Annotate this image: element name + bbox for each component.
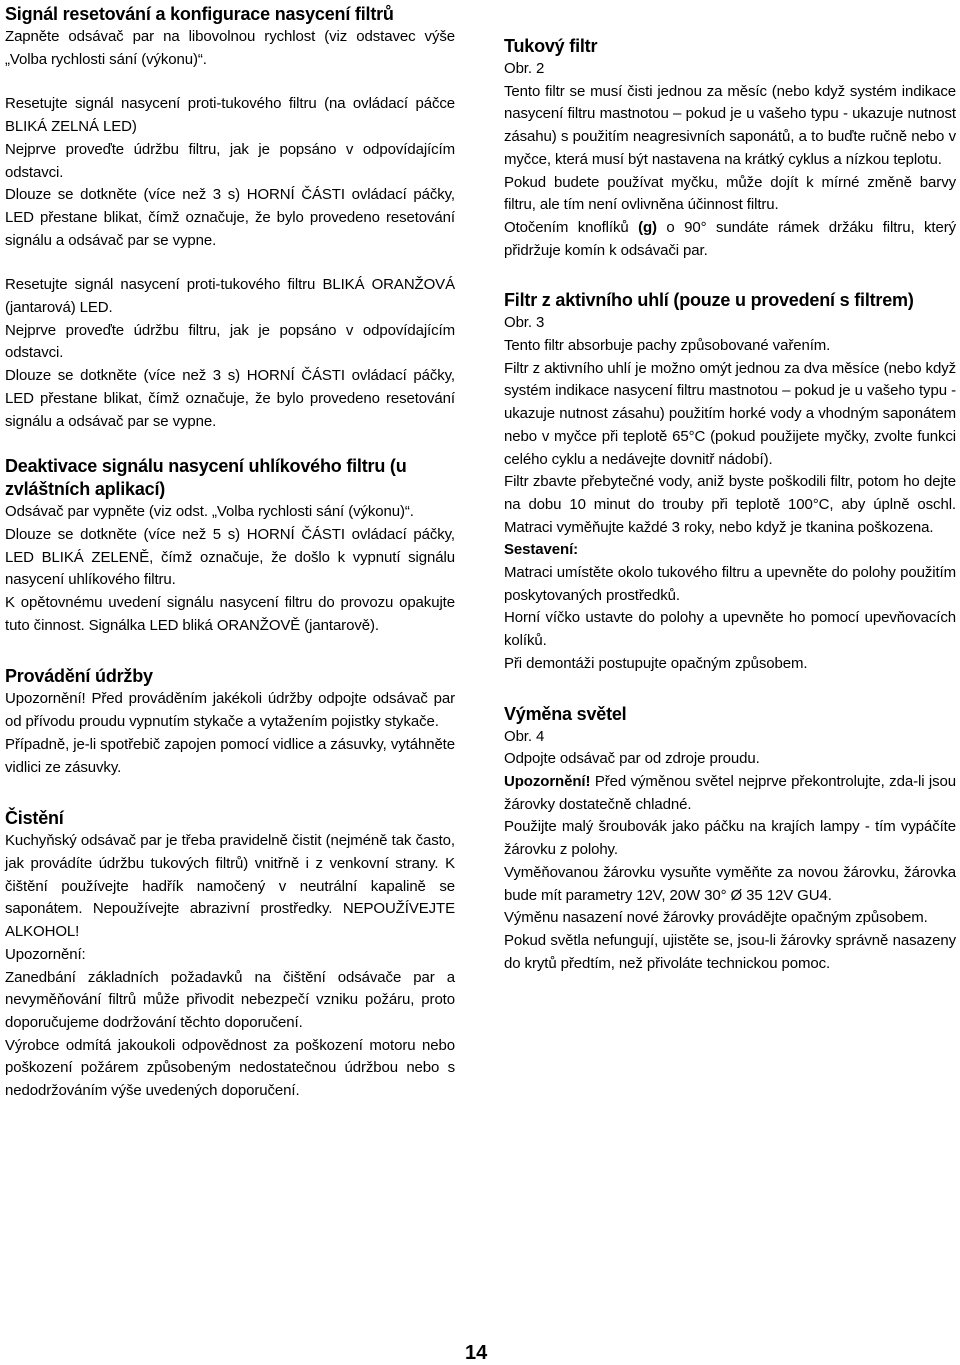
paragraph: Upozornění! Před prováděním jakékoli údržby odpojte odsávač par od přívodu proudu vypnutím stykače a vytažením pojistky stykače.: [5, 690, 455, 731]
left-column: [5, 0, 455, 1103]
paragraph: K opětovnému uvedení signálu nasycení filtru do provozu opakujte tuto činnost. Signálka LED bliká ORANŽOVĚ (jantarově).: [5, 594, 455, 634]
paragraph: Tento filtr se musí čisti jednou za měsíc (nebo když systém indikace nasycení filtru mastnotou – pokud je u vašeho typu - ukazuje nutnost zásahu) s použitím neagresivních saponátů, a to buďte ručně nebo v myčce, která musí být nastavena na krátký cyklus a nízkou teplotu.: [504, 82, 956, 168]
section-title-grease-filter: Tukový filtr: [504, 36, 598, 56]
paragraph: Pokud budete používat myčku, může dojít k mírné změně barvy filtru, ale tím není ovlivněna účinnost filtru.: [504, 173, 956, 214]
paragraph: Vyměňovanou žárovku vysuňte vyměňte za novou žárovku, žárovka bude mít parametry 12V, 20W 30° Ø 35 12V GU4.: [504, 863, 956, 904]
paragraph: Dlouze se dotkněte (více než 3 s) HORNÍ ČÁSTI ovládací páčky, LED přestane blikat, čímž označuje, že bylo provedeno resetování signálu a odsávač par se vypne.: [5, 186, 455, 249]
paragraph: Odsávač par vypněte (viz odst. „Volba rychlosti sání (výkonu)“.: [5, 503, 414, 521]
paragraph: Zapněte odsávač par na libovolnou rychlost (viz odstavec výše „Volba rychlosti sání (výkonu)“.: [5, 28, 455, 68]
text-run: Před výměnou světel nejprve překontrolujte, zda-li jsou žárovky dostatečně chladné.: [504, 772, 956, 813]
paragraph: Resetujte signál nasycení proti-tukového filtru (na ovládací páčce BLIKÁ ZELNÁ LED): [5, 95, 455, 136]
paragraph: Pokud světla nefungují, ujistěte se, jsou-li žárovky správně nasazeny do krytů předtím, než přivoláte technickou pomoc.: [504, 931, 956, 972]
paragraph: Použijte malý šroubovák jako páčku na krajích lampy - tím vypáčíte žárovku z polohy.: [504, 818, 956, 859]
paragraph: Případně, je-li spotřebič zapojen pomocí vidlice a zásuvky, vytáhněte vidlici ze zásuvky.: [5, 735, 455, 776]
label-g: (g): [638, 218, 657, 236]
paragraph: Výrobce odmítá jakoukoli odpovědnost za poškození motoru nebo poškození požárem způsobeným nedostatečnou údržbou nebo s nedodržováním výše uvedených doporučení.: [5, 1036, 455, 1100]
paragraph: Odpojte odsávač par od zdroje proudu.: [504, 750, 760, 768]
assembly-heading: Sestavení:: [504, 541, 579, 559]
paragraph: Nejprve proveďte údržbu filtru, jak je popsáno v odpovídajícím odstavci.: [5, 140, 455, 181]
figure-reference: Obr. 2: [504, 60, 545, 77]
paragraph: [504, 771, 956, 816]
paragraph: Dlouze se dotkněte (více než 3 s) HORNÍ ČÁSTI ovládací páčky, LED přestane blikat, čímž označuje, že bylo provedeno resetování signálu a odsávač par se vypne.: [5, 367, 455, 430]
section-title-carbon-filter: Filtr z aktivního uhlí (pouze u provedení s filtrem): [504, 290, 914, 311]
paragraph: Nejprve proveďte údržbu filtru, jak je popsáno v odpovídajícím odstavci.: [5, 321, 455, 362]
paragraph: Horní víčko ustavte do polohy a upevněte ho pomocí upevňovacích kolíků.: [504, 609, 956, 650]
paragraph: Filtr zbavte přebytečné vody, aniž byste poškodili filtr, potom ho dejte na dobu 10 minut do trouby při teplotě 100°C, aby úplně oschl. Matraci vyměňujte každé 3 roky, nebo když je tkanina poškozena.: [504, 473, 956, 536]
paragraph: Dlouze se dotkněte (více než 5 s) HORNÍ ČÁSTI ovládací páčky, LED BLIKÁ ZELENĚ, čímž označuje, že došlo k vypnutí signálu nasycení uhlíkového filtru.: [5, 525, 455, 589]
section-title-maintenance: Provádění údržby: [5, 666, 153, 687]
section-title-signal-reset: Signál resetování a konfigurace nasycení filtrů: [5, 4, 394, 24]
paragraph: Zanedbání základních požadavků na čištění odsávače par a nevyměňování filtrů může přivodit nebezpečí vzniku požáru, proto doporučujeme dodržování těchto doporučení.: [5, 968, 455, 1031]
paragraph: Matraci umístěte okolo tukového filtru a upevněte do polohy použitím poskytovaných prostředků.: [504, 564, 956, 604]
paragraph: Upozornění:: [5, 945, 86, 963]
paragraph: Resetujte signál nasycení proti-tukového filtru BLIKÁ ORANŽOVÁ (jantarová) LED.: [5, 276, 455, 317]
paragraph: Kuchyňský odsávač par je třeba pravidelně čistit (nejméně tak často, jak provádíte údržbu tukových filtrů) vnitřně i z venkovní strany. K čištění používejte hadřík namočený v neutrální kapalině se saponátem. Nepoužívejte abrazivní prostředky. NEPOUŽÍVEJTE ALKOHOL!: [5, 832, 455, 941]
paragraph: Výměnu nasazení nové žárovky provádějte opačným způsobem.: [504, 909, 928, 927]
figure-reference: Obr. 3: [504, 314, 545, 332]
figure-reference: Obr. 4: [504, 727, 545, 745]
paragraph: [504, 217, 956, 262]
paragraph: Při demontáži postupujte opačným způsobem.: [504, 654, 808, 672]
warning-label: Upozornění!: [504, 772, 591, 790]
section-title-cleaning: Čistění: [5, 808, 64, 829]
paragraph: Filtr z aktivního uhlí je možno omýt jednou za dva měsíce (nebo když systém indikace nasycení filtru mastnotou – pokud je u vašeho typu - ukazuje nutnost zásahu) použitím horké vody a vhodným saponátem nebo v myčce při teplotě 65°C (pokud použijete myčky, zvolte funkci celého cyklu a nedávejte dovnitř nádobí).: [504, 359, 956, 468]
paragraph: Tento filtr absorbuje pachy způsobované vařením.: [504, 337, 831, 355]
section-title-carbon-filter-signal: Deaktivace signálu nasycení uhlíkového filtru (u zvláštních aplikací): [5, 456, 407, 500]
right-column: [504, 0, 956, 975]
section-title-light-replacement: Výměna světel: [504, 703, 627, 724]
text-run: Otočením knoflíků: [504, 218, 639, 236]
text-run: o 90° sundáte rámek držáku filtru, který přidržuje komín k odsávači par.: [504, 218, 956, 259]
page-number: 14: [465, 1342, 488, 1364]
